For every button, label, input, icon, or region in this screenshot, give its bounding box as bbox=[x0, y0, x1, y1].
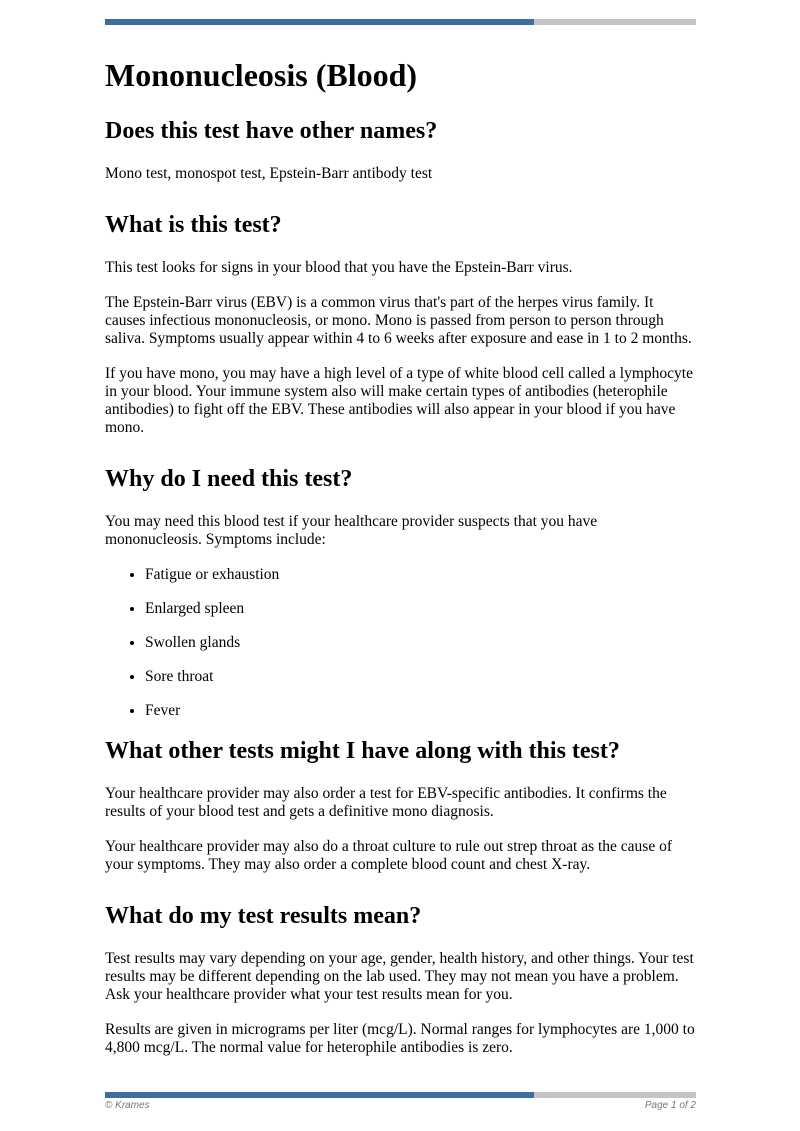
page-footer bbox=[105, 1100, 696, 1111]
page-title: Mononucleosis (Blood) bbox=[105, 57, 418, 93]
top-divider-bar bbox=[105, 19, 696, 25]
section-paragraph: If you have mono, you may have a high level of a type of white blood cell called a lymphocyte in your blood. Your immune system also will make certain types of antibodies (heterophile antibodies) to fight off the EBV. These antibodies will also appear in your blood if you have mono. bbox=[105, 365, 693, 436]
bottom-divider-blue bbox=[105, 1092, 534, 1098]
document-body bbox=[105, 50, 697, 1074]
list-item: • Swollen glands bbox=[145, 634, 697, 652]
list-item: • Fatigue or exhaustion bbox=[145, 566, 697, 584]
list-item: • Sore throat bbox=[145, 668, 697, 686]
section-heading-what-is: What is this test? bbox=[105, 212, 282, 238]
section-paragraph: Mono test, monospot test, Epstein-Barr antibody test bbox=[105, 165, 433, 182]
section-heading-results: What do my test results mean? bbox=[105, 903, 422, 929]
section-paragraph: Results are given in micrograms per liter (mcg/L). Normal ranges for lymphocytes are 1,000 to 4,800 mcg/L. The normal value for heterophile antibodies is zero. bbox=[105, 1021, 695, 1056]
bottom-divider-gray bbox=[534, 1092, 696, 1098]
symptom-list bbox=[105, 566, 697, 720]
copyright-text: © Krames bbox=[105, 1100, 150, 1111]
section-paragraph: This test looks for signs in your blood that you have the Epstein-Barr virus. bbox=[105, 259, 573, 276]
section-heading-other-names: Does this test have other names? bbox=[105, 118, 438, 144]
section-paragraph: The Epstein-Barr virus (EBV) is a common virus that's part of the herpes virus family. It causes infectious mononucleosis, or mono. Mono is passed from person to person through saliva. Symptoms usually appear within 4 to 6 weeks after exposure and ease in 1 to 2 months. bbox=[105, 294, 692, 347]
section-paragraph: You may need this blood test if your healthcare provider suspects that you have mononucleosis. Symptoms include: bbox=[105, 513, 598, 548]
top-divider-blue bbox=[105, 19, 534, 25]
page-number: Page 1 of 2 bbox=[644, 1100, 696, 1111]
bottom-divider-bar bbox=[105, 1092, 696, 1098]
list-item: • Fever bbox=[145, 702, 697, 720]
section-paragraph: Your healthcare provider may also order a test for EBV-specific antibodies. It confirms the results of your blood test and gets a definitive mono diagnosis. bbox=[105, 785, 667, 820]
top-divider-gray bbox=[534, 19, 696, 25]
section-heading-why-need: Why do I need this test? bbox=[105, 466, 353, 492]
section-heading-other-tests: What other tests might I have along with this test? bbox=[105, 738, 620, 764]
section-paragraph: Test results may vary depending on your age, gender, health history, and other things. Your test results may be different depending on the lab used. They may not mean you have a problem. Ask your healthcare provider what your test results mean for you. bbox=[105, 950, 694, 1003]
section-paragraph: Your healthcare provider may also do a throat culture to rule out strep throat as the cause of your symptoms. They may also order a complete blood count and chest X-ray. bbox=[105, 838, 673, 873]
list-item: • Enlarged spleen bbox=[145, 600, 697, 618]
